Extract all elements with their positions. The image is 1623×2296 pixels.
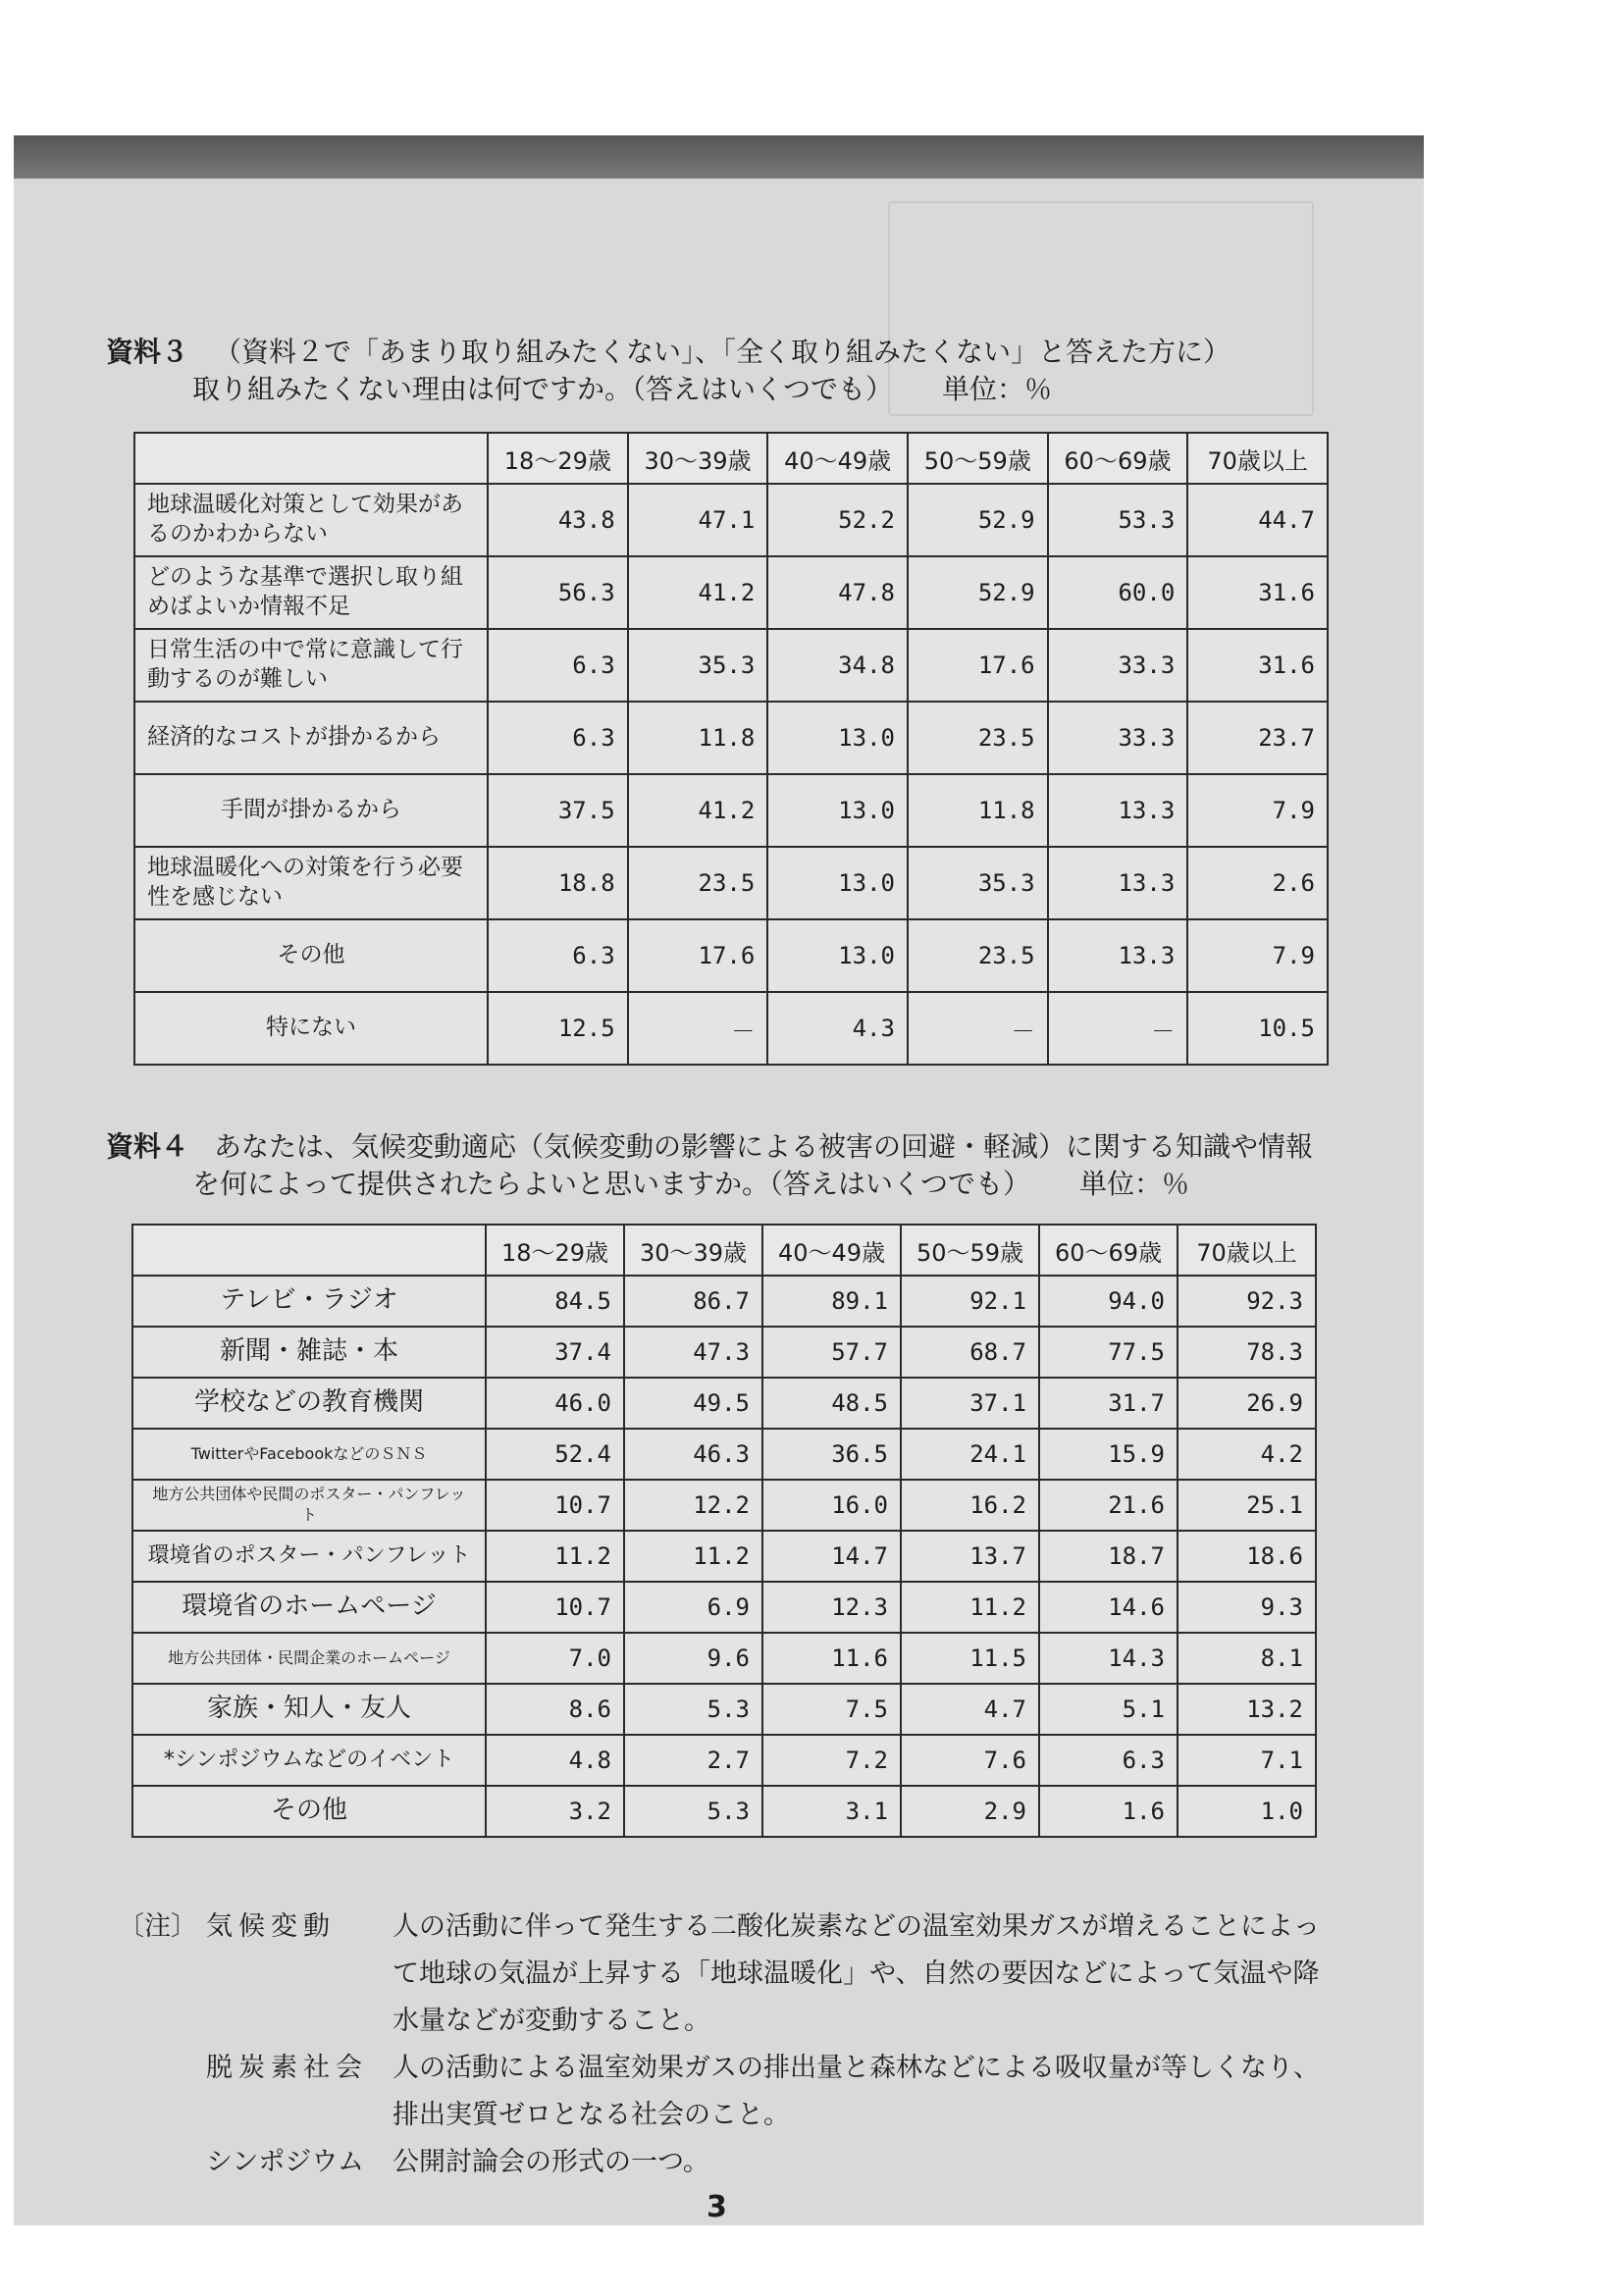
table-row [134,484,1328,556]
row-label: その他 [132,1786,486,1837]
table-cell: 6.3 [1039,1735,1178,1786]
doc4-title-line1: あなたは、気候変動適応（気候変動の影響による被害の回避・軽減）に関する知識や情報 [214,1130,1314,1163]
note-definition: 公開討論会の形式の一つ。 [393,2147,709,2177]
column-header: 60〜69歳 [1048,433,1188,484]
table-cell: 53.3 [1048,484,1188,556]
table-cell: 14.6 [1039,1582,1178,1633]
table-cell: 8.1 [1178,1633,1316,1684]
table-cell: 43.8 [488,484,628,556]
table-cell: 57.7 [762,1327,901,1378]
table-cell: 92.1 [901,1276,1039,1327]
column-header: 30〜39歳 [628,433,768,484]
table-cell: 77.5 [1039,1327,1178,1378]
table-cell: 17.6 [908,629,1048,702]
table-cell: 84.5 [486,1276,624,1327]
table-cell: 7.0 [486,1633,624,1684]
table-cell: 6.9 [624,1582,762,1633]
table-cell: － [628,992,768,1065]
table-cell: 46.0 [486,1378,624,1429]
row-label: 家族・知人・友人 [132,1684,486,1735]
table-cell: 3.1 [762,1786,901,1837]
table-cell: 18.7 [1039,1531,1178,1582]
table-row [132,1480,1316,1531]
table-row [132,1531,1316,1582]
corner-cell [134,433,488,484]
table-cell: 10.7 [486,1480,624,1531]
table-cell: 4.2 [1178,1429,1316,1480]
table-cell: 6.3 [488,919,628,992]
table-cell: 31.6 [1187,629,1328,702]
note-definition: 人の活動による温室効果ガスの排出量と森林などによる吸収量が等しくなり、排出実質ゼロとなる社会のこと。 [393,2053,1320,2130]
row-label: 新聞・雑誌・本 [132,1327,486,1378]
table-cell: 33.3 [1048,629,1188,702]
row-label: 地方公共団体や民間のポスター・パンフレット [132,1480,486,1531]
table-cell: 9.6 [624,1633,762,1684]
note-definition: 人の活動に伴って発生する二酸化炭素などの温室効果ガスが増えることによって地球の気温が上昇する「地球温暖化」や、自然の要因などによって気温や降水量などが変動すること。 [393,1911,1320,2036]
table-cell: 37.1 [901,1378,1039,1429]
row-label: 地球温暖化対策として効果があるのかわからない [134,484,488,556]
table-cell: 31.7 [1039,1378,1178,1429]
table-row [132,1378,1316,1429]
table-cell: 13.0 [767,847,908,919]
table-cell: 23.5 [908,702,1048,774]
table-cell: 35.3 [908,847,1048,919]
table-cell: 36.5 [762,1429,901,1480]
column-header: 50〜59歳 [908,433,1048,484]
table-cell: 10.5 [1187,992,1328,1065]
table-cell: 41.2 [628,556,768,629]
row-label: 日常生活の中で常に意識して行動するのが難しい [134,629,488,702]
column-header: 30〜39歳 [624,1225,762,1276]
table-cell: 52.9 [908,484,1048,556]
table-cell: 47.1 [628,484,768,556]
row-label: 学校などの教育機関 [132,1378,486,1429]
table-cell: 11.6 [762,1633,901,1684]
page-number: 3 [707,2190,727,2224]
doc4-label: 資料４ [106,1130,189,1163]
doc3-title-line2: 取り組みたくない理由は何ですか。（答えはいくつでも） [192,372,894,405]
table-cell: － [1048,992,1188,1065]
table-cell: 13.3 [1048,919,1188,992]
table-cell: 12.5 [488,992,628,1065]
table-cell: 1.0 [1178,1786,1316,1837]
row-label: *シンポジウムなどのイベント [132,1735,486,1786]
column-header: 70歳以上 [1178,1225,1316,1276]
table-cell: 8.6 [486,1684,624,1735]
table-cell: 7.9 [1187,919,1328,992]
table-cell: 21.6 [1039,1480,1178,1531]
notes-section [118,1904,1325,2186]
table-row [132,1276,1316,1327]
table-cell: 14.3 [1039,1633,1178,1684]
table-cell: 1.6 [1039,1786,1178,1837]
doc4-table [131,1224,1317,1838]
table-cell: 17.6 [628,919,768,992]
table-cell: 24.1 [901,1429,1039,1480]
column-header: 18〜29歳 [486,1225,624,1276]
table-cell: 26.9 [1178,1378,1316,1429]
table-cell: 12.2 [624,1480,762,1531]
table-cell: 44.7 [1187,484,1328,556]
note-term: シンポジウム [206,2147,365,2177]
table-cell: 35.3 [628,629,768,702]
table-cell: 92.3 [1178,1276,1316,1327]
doc3-unit: 単位：％ [942,372,1053,405]
table-row [134,556,1328,629]
table-cell: 2.6 [1187,847,1328,919]
table-cell: 11.2 [901,1582,1039,1633]
table-cell: 4.8 [486,1735,624,1786]
table-cell: 7.6 [901,1735,1039,1786]
table-cell: 2.9 [901,1786,1039,1837]
table-cell: 5.3 [624,1786,762,1837]
table-cell: 31.6 [1187,556,1328,629]
doc4-unit: 単位：％ [1079,1167,1190,1200]
table-cell: 94.0 [1039,1276,1178,1327]
table-cell: 3.2 [486,1786,624,1837]
table-cell: 25.1 [1178,1480,1316,1531]
table-cell: 48.5 [762,1378,901,1429]
table-cell: 16.2 [901,1480,1039,1531]
doc3-header-row [134,433,1328,484]
table-cell: － [908,992,1048,1065]
table-cell: 12.3 [762,1582,901,1633]
table-cell: 11.8 [908,774,1048,847]
table-cell: 52.2 [767,484,908,556]
doc4-header-row [132,1225,1316,1276]
doc3-heading [106,334,1230,408]
table-cell: 52.9 [908,556,1048,629]
table-cell: 13.0 [767,919,908,992]
table-cell: 18.6 [1178,1531,1316,1582]
doc3-table [133,432,1329,1066]
row-label: 手間が掛かるから [134,774,488,847]
table-row [134,702,1328,774]
note-term: 気候変動 [206,1911,336,1942]
table-cell: 89.1 [762,1276,901,1327]
table-cell: 15.9 [1039,1429,1178,1480]
table-cell: 7.2 [762,1735,901,1786]
table-cell: 9.3 [1178,1582,1316,1633]
column-header: 70歳以上 [1187,433,1328,484]
row-label: 地球温暖化への対策を行う必要性を感じない [134,847,488,919]
column-header: 40〜49歳 [762,1225,901,1276]
table-cell: 33.3 [1048,702,1188,774]
table-cell: 34.8 [767,629,908,702]
table-cell: 13.0 [767,702,908,774]
row-label: 特にない [134,992,488,1065]
table-cell: 14.7 [762,1531,901,1582]
doc3-title-line1: （資料２で「あまり取り組みたくない」、「全く取り組みたくない」と答えた方に） [214,336,1231,368]
table-cell: 13.3 [1048,847,1188,919]
table-row [132,1786,1316,1837]
column-header: 60〜69歳 [1039,1225,1178,1276]
table-cell: 49.5 [624,1378,762,1429]
row-label: 環境省のホームページ [132,1582,486,1633]
table-cell: 4.3 [767,992,908,1065]
table-row [132,1327,1316,1378]
table-cell: 11.2 [486,1531,624,1582]
table-cell: 10.7 [486,1582,624,1633]
table-cell: 37.4 [486,1327,624,1378]
table-cell: 7.1 [1178,1735,1316,1786]
table-cell: 16.0 [762,1480,901,1531]
table-row [132,1429,1316,1480]
table-cell: 46.3 [624,1429,762,1480]
table-row [134,847,1328,919]
table-cell: 23.7 [1187,702,1328,774]
table-row [132,1633,1316,1684]
table-cell: 68.7 [901,1327,1039,1378]
table-cell: 47.8 [767,556,908,629]
table-cell: 7.9 [1187,774,1328,847]
row-label: 地方公共団体・民間企業のホームページ [132,1633,486,1684]
table-cell: 5.3 [624,1684,762,1735]
note-term: 脱炭素社会 [206,2053,368,2083]
column-header: 50〜59歳 [901,1225,1039,1276]
table-cell: 7.5 [762,1684,901,1735]
table-row [134,919,1328,992]
row-label: その他 [134,919,488,992]
row-label: どのような基準で選択し取り組めばよいか情報不足 [134,556,488,629]
notes-tag: 〔注〕 [118,1911,197,1942]
table-cell: 13.0 [767,774,908,847]
table-cell: 86.7 [624,1276,762,1327]
table-cell: 13.7 [901,1531,1039,1582]
table-row [132,1735,1316,1786]
row-label: テレビ・ラジオ [132,1276,486,1327]
table-cell: 11.5 [901,1633,1039,1684]
doc4-heading [106,1128,1313,1203]
table-cell: 23.5 [908,919,1048,992]
top-dark-band [14,135,1424,179]
column-header: 40〜49歳 [767,433,908,484]
table-row [134,992,1328,1065]
table-row [134,629,1328,702]
table-cell: 4.7 [901,1684,1039,1735]
table-cell: 78.3 [1178,1327,1316,1378]
table-cell: 5.1 [1039,1684,1178,1735]
table-cell: 41.2 [628,774,768,847]
table-cell: 6.3 [488,629,628,702]
table-row [132,1684,1316,1735]
table-cell: 11.2 [624,1531,762,1582]
table-cell: 13.2 [1178,1684,1316,1735]
column-header: 18〜29歳 [488,433,628,484]
corner-cell [132,1225,486,1276]
table-cell: 11.8 [628,702,768,774]
table-row [134,774,1328,847]
doc3-label: 資料３ [106,336,189,368]
table-cell: 52.4 [486,1429,624,1480]
table-cell: 13.3 [1048,774,1188,847]
table-cell: 2.7 [624,1735,762,1786]
table-cell: 37.5 [488,774,628,847]
table-row [132,1582,1316,1633]
row-label: TwitterやFacebookなどのＳＮＳ [132,1429,486,1480]
doc4-title-line2: を何によって提供されたらよいと思いますか。（答えはいくつでも） [192,1167,1031,1200]
table-cell: 60.0 [1048,556,1188,629]
table-cell: 6.3 [488,702,628,774]
row-label: 経済的なコストが掛かるから [134,702,488,774]
row-label: 環境省のポスター・パンフレット [132,1531,486,1582]
table-cell: 23.5 [628,847,768,919]
table-cell: 56.3 [488,556,628,629]
table-cell: 18.8 [488,847,628,919]
table-cell: 47.3 [624,1327,762,1378]
